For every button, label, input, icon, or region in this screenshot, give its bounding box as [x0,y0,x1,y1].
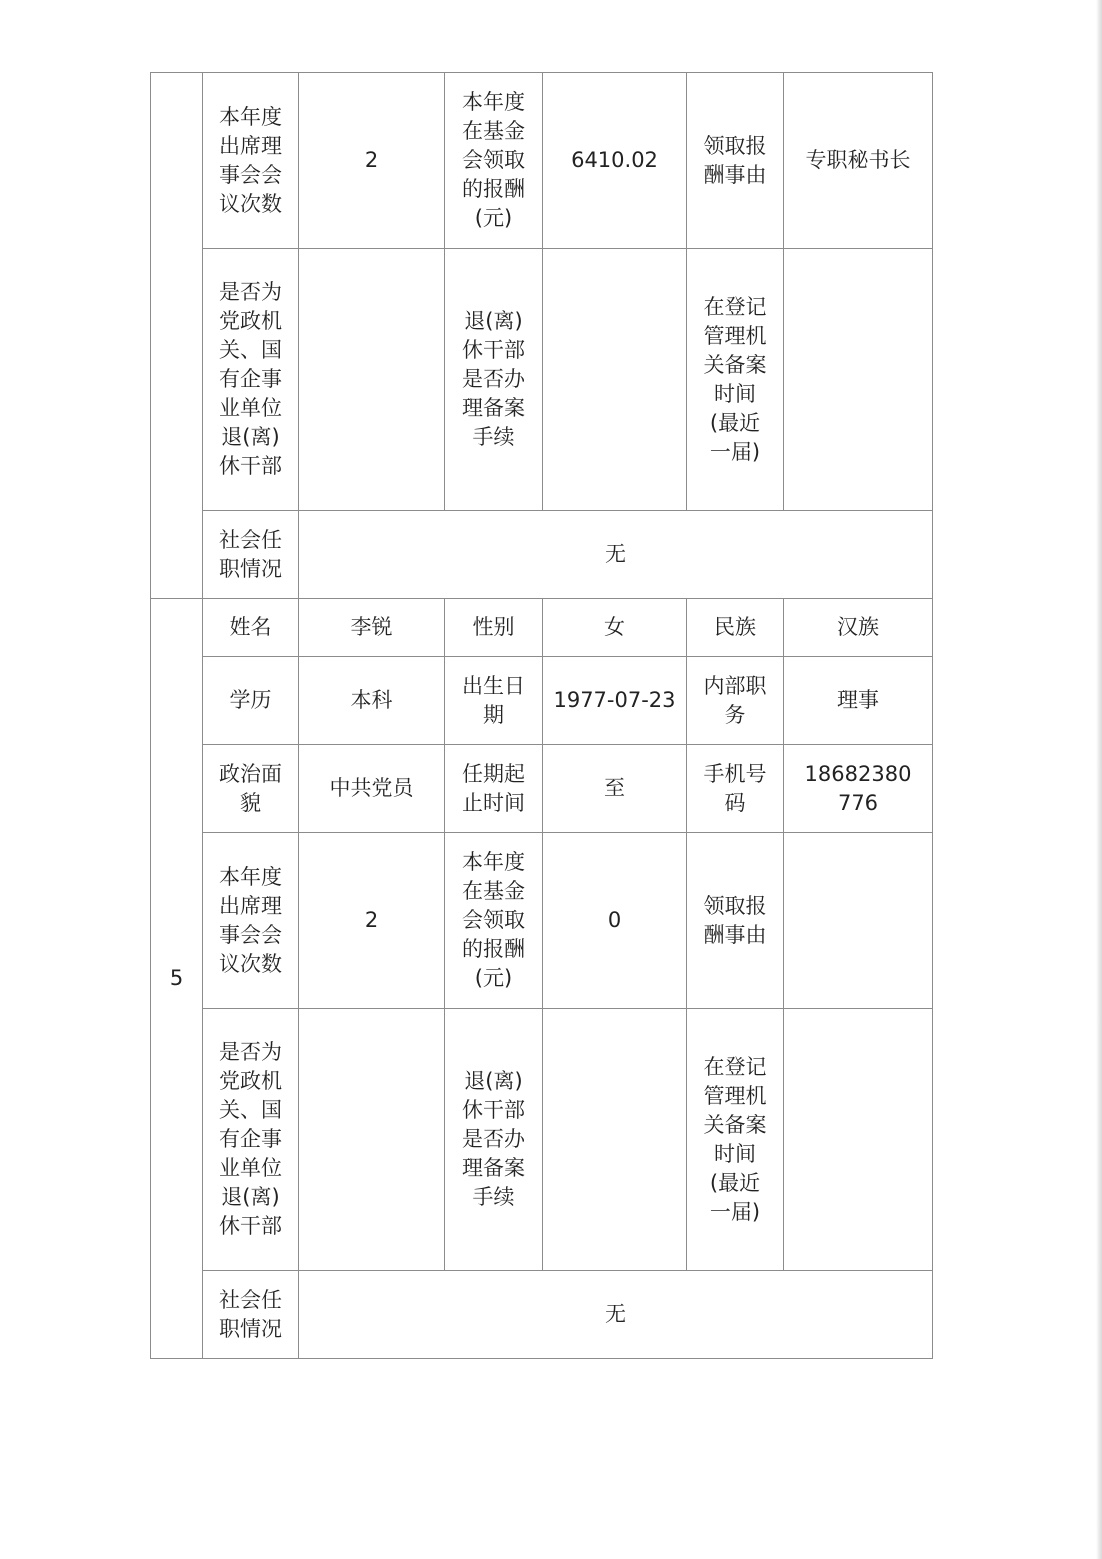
pay-reason-label: 领取报酬事由 [687,833,784,1009]
retired-value [299,249,445,511]
retired-value [299,1009,445,1271]
table-row [151,73,933,249]
pay-reason-value: 专职秘书长 [784,73,933,249]
reg-time-value [784,1009,933,1271]
attendance-value: 2 [299,833,445,1009]
attendance-value: 2 [299,73,445,249]
reg-time-label: 在登记管理机关备案时间(最近一届) [687,249,784,511]
name-label: 姓名 [203,599,299,657]
position-label: 内部职务 [687,657,784,745]
table-row [151,511,933,599]
table-row [151,599,933,657]
social-label: 社会任职情况 [203,511,299,599]
retired-label: 是否为党政机关、国有企事业单位退(离)休干部 [203,249,299,511]
gender-label: 性别 [445,599,543,657]
table-row [151,833,933,1009]
political-label: 政治面貌 [203,745,299,833]
term-label: 任期起止时间 [445,745,543,833]
social-value: 无 [299,511,933,599]
filing-label: 退(离)休干部是否办理备案手续 [445,249,543,511]
table-row [151,657,933,745]
pay-reason-label: 领取报酬事由 [687,73,784,249]
pay-value: 0 [543,833,687,1009]
political-value: 中共党员 [299,745,445,833]
ethnicity-value: 汉族 [784,599,933,657]
filing-value [543,249,687,511]
table-row [151,1271,933,1359]
social-value: 无 [299,1271,933,1359]
education-value: 本科 [299,657,445,745]
phone-label: 手机号码 [687,745,784,833]
pay-label: 本年度在基金会领取的报酬(元) [445,73,543,249]
filing-value [543,1009,687,1271]
reg-time-label: 在登记管理机关备案时间(最近一届) [687,1009,784,1271]
record-index: 5 [151,599,203,1359]
position-value: 理事 [784,657,933,745]
filing-label: 退(离)休干部是否办理备案手续 [445,1009,543,1271]
table-row [151,745,933,833]
attendance-label: 本年度出席理事会会议次数 [203,833,299,1009]
attendance-label: 本年度出席理事会会议次数 [203,73,299,249]
birth-label: 出生日期 [445,657,543,745]
pay-value: 6410.02 [543,73,687,249]
ethnicity-label: 民族 [687,599,784,657]
record-index [151,73,203,599]
social-label: 社会任职情况 [203,1271,299,1359]
reg-time-value [784,249,933,511]
page-edge-shadow [1096,0,1102,1559]
name-value: 李锐 [299,599,445,657]
term-value: 至 [543,745,687,833]
pay-label: 本年度在基金会领取的报酬(元) [445,833,543,1009]
retired-label: 是否为党政机关、国有企事业单位退(离)休干部 [203,1009,299,1271]
pay-reason-value [784,833,933,1009]
phone-value: 18682380776 [784,745,933,833]
table-row [151,249,933,511]
gender-value: 女 [543,599,687,657]
board-member-table [150,72,933,1359]
table-row [151,1009,933,1271]
education-label: 学历 [203,657,299,745]
birth-value: 1977-07-23 [543,657,687,745]
